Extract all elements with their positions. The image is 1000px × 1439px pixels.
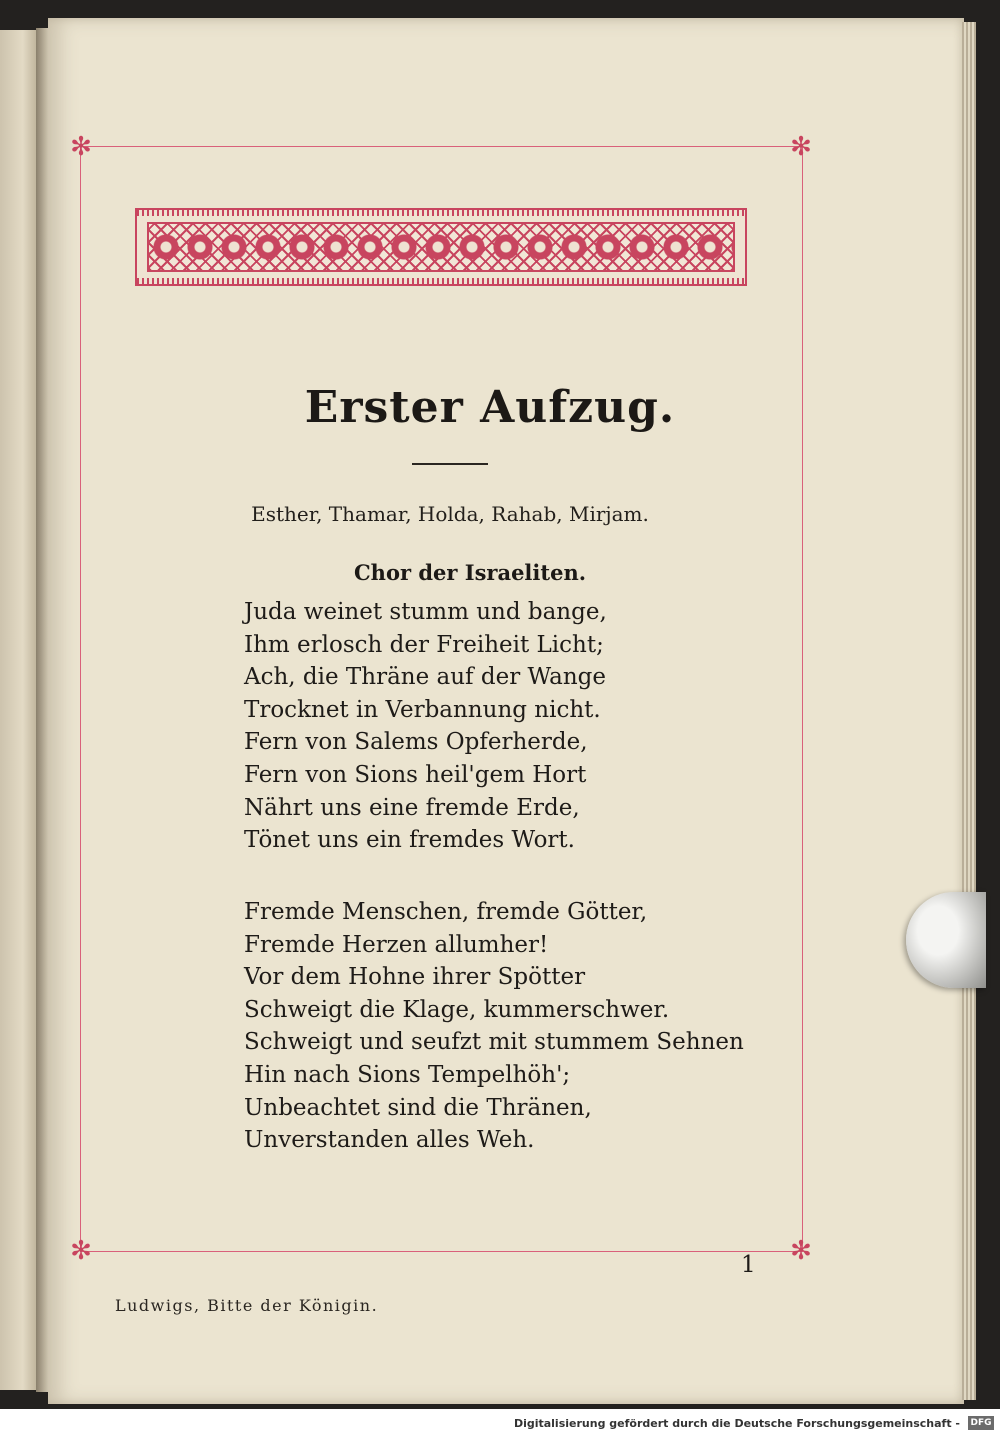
stanza-1 <box>244 596 607 857</box>
banner-pattern <box>147 222 735 272</box>
page-edges <box>962 22 976 1400</box>
verse-line: Schweigt die Klage, kummerschwer. <box>244 996 670 1023</box>
left-page-edge <box>0 30 38 1390</box>
verse-line: Unbeachtet sind die Thränen, <box>244 1094 592 1121</box>
verse-line: Trocknet in Verbannung nicht. <box>244 696 601 723</box>
corner-ornament-icon: ✻ <box>70 1236 92 1266</box>
footer-signature: Ludwigs, Bitte der Königin. <box>115 1296 379 1315</box>
verse-line: Unverstanden alles Weh. <box>244 1127 535 1154</box>
corner-ornament-icon: ✻ <box>70 132 92 162</box>
dfg-logo-icon: DFG <box>968 1416 994 1430</box>
verse-line: Hin nach Sions Tempelhöh'; <box>244 1061 571 1088</box>
verse-line: Ihm erlosch der Freiheit Licht; <box>244 631 604 658</box>
corner-ornament-icon: ✻ <box>790 132 812 162</box>
verse-line: Vor dem Hohne ihrer Spötter <box>244 964 586 991</box>
credit-text: Digitalisierung gefördert durch die Deutsche Forschungsgemeinschaft - <box>513 1417 960 1430</box>
verse-line: Fremde Menschen, fremde Götter, <box>244 899 648 925</box>
verse-line: Fremde Herzen allumher! <box>244 931 549 958</box>
act-title: Erster Aufzug. <box>304 382 676 433</box>
corner-ornament-icon: ✻ <box>790 1236 812 1266</box>
title-rule <box>412 463 488 465</box>
verse-line: Juda weinet stumm und bange, <box>244 599 607 625</box>
verse-line: Fern von Sions heil'gem Hort <box>244 761 587 788</box>
verse-line: Tönet uns ein fremdes Wort. <box>244 827 575 854</box>
ornamental-banner <box>135 208 747 286</box>
stanza-2 <box>244 896 744 1157</box>
verse-line: Fern von Salems Opferherde, <box>244 729 588 756</box>
chorus-heading: Chor der Israeliten. <box>353 560 587 585</box>
character-list: Esther, Thamar, Holda, Rahab, Mirjam. <box>251 502 649 526</box>
credit-bar <box>0 1409 1000 1439</box>
page-number: 1 <box>741 1252 756 1278</box>
verse-line: Ach, die Thräne auf der Wange <box>244 664 607 691</box>
verse-line: Nährt uns eine fremde Erde, <box>244 794 580 821</box>
verse-line: Schweigt und seufzt mit stummem Sehnen <box>244 1029 744 1056</box>
